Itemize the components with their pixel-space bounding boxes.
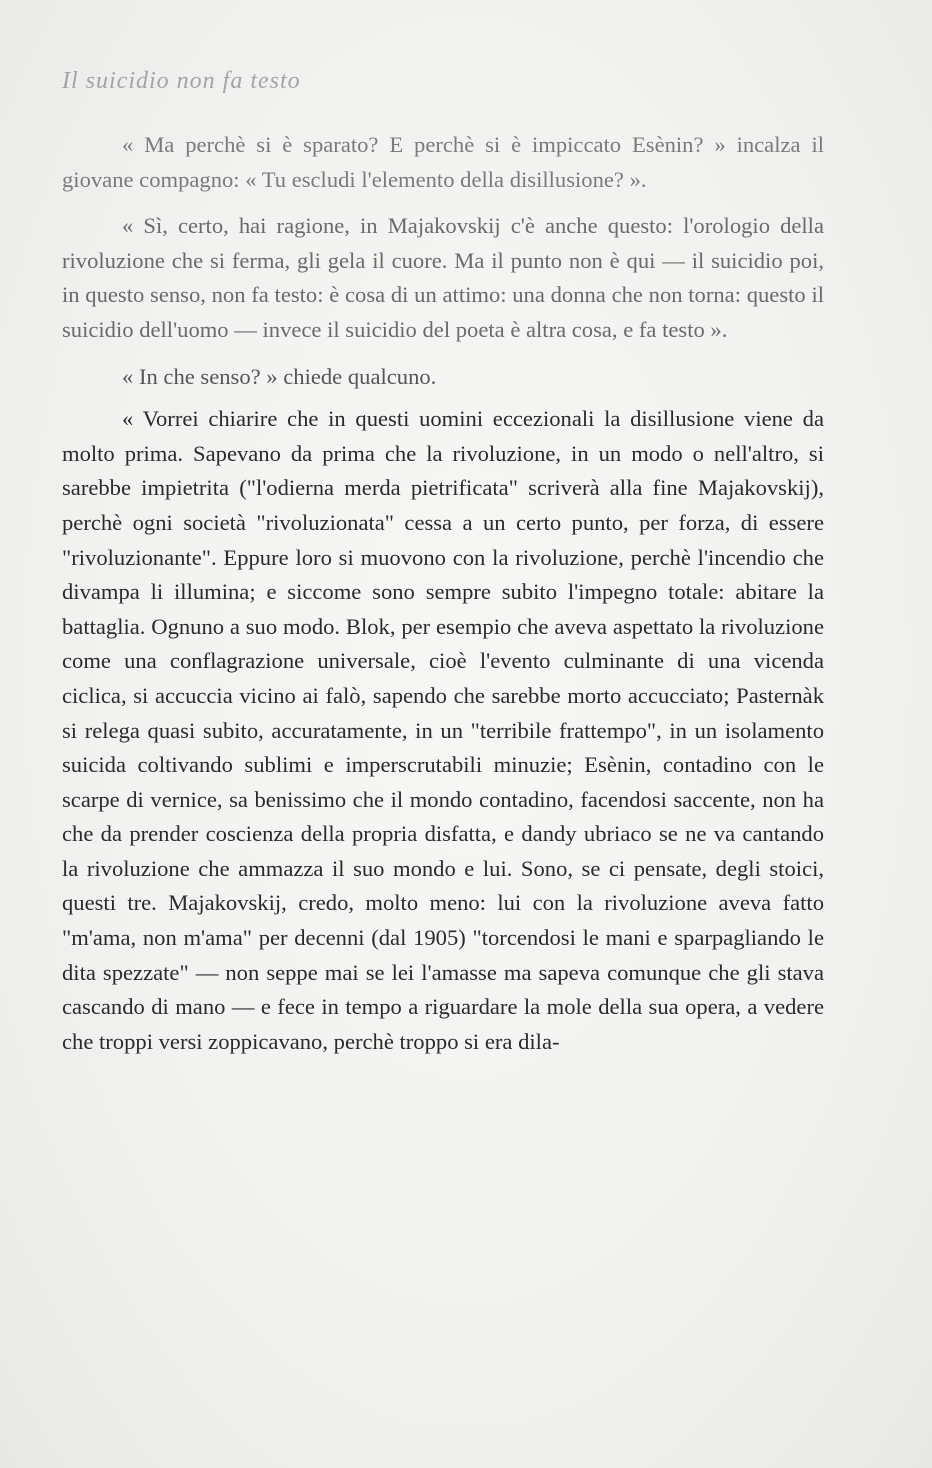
body-text [62, 128, 824, 1071]
running-head: Il suicidio non fa testo [62, 68, 301, 94]
paragraph: « In che senso? » chiede qualcuno. [122, 363, 437, 389]
paragraph: « Sì, certo, hai ragione, in Majakovskij c'è anche questo: l'orologio della rivoluzione che si ferma, gli gela il cuore. Ma il punto non è qui — il suicidio poi, in questo senso, non fa testo: è cosa di un attimo: una donna che non torna: questo il suicidio dell'uomo — invece il suicidio del poeta è altra cosa, e fa testo ». [62, 213, 824, 342]
paragraph: « Ma perchè si è sparato? E perchè si è impiccato Esènin? » incalza il giovane compagno: « Tu escludi l'elemento della disillusione? ». [62, 132, 824, 192]
paragraph: « Vorrei chiarire che in questi uomini eccezionali la disillusione viene da molto prima. Sapevano da prima che la rivoluzione, in un modo o nell'altro, si sarebbe impietrita ("l'odierna merda pietrificata" scriverà alla fine Majakovskij), perchè ogni società "rivoluzionata" cessa a un certo punto, per forza, di essere "rivoluzionante". Eppure loro si muovono con la rivoluzione, perchè l'incendio che divampa li illumina; e siccome sono sempre subito l'impegno totale: abitare la battaglia. Ognuno a suo modo. Blok, per esempio che aveva aspettato la rivoluzione come una conflagrazione universale, cioè l'evento culminante di una vicenda ciclica, si accuccia vicino ai falò, sapendo che sarebbe morto accucciato; Pasternàk si relega quasi subito, accuratamente, in un "terribile frattempo", in un isolamento suicida coltivando sublimi e imperscrutabili minuzie; Esènin, contadino con le scarpe di vernice, sa benissimo che il mondo contadino, facendosi saccente, non ha che da prender coscienza della propria disfatta, e dandy ubriaco se ne va cantando la rivoluzione che ammazza il suo mondo e lui. Sono, se ci pensate, degli stoici, questi tre. Majakovskij, credo, molto meno: lui con la rivoluzione aveva fatto "m'ama, non m'ama" per decenni (dal 1905) "torcendosi le mani e sparpagliando le dita spezzate" — non seppe mai se lei l'amasse ma sapeva comunque che gli stava cascando di mano — e fece in tempo a riguardare la mole della sua opera, a vedere che troppi versi zoppicavano, perchè troppo si era dila- [62, 406, 824, 1054]
